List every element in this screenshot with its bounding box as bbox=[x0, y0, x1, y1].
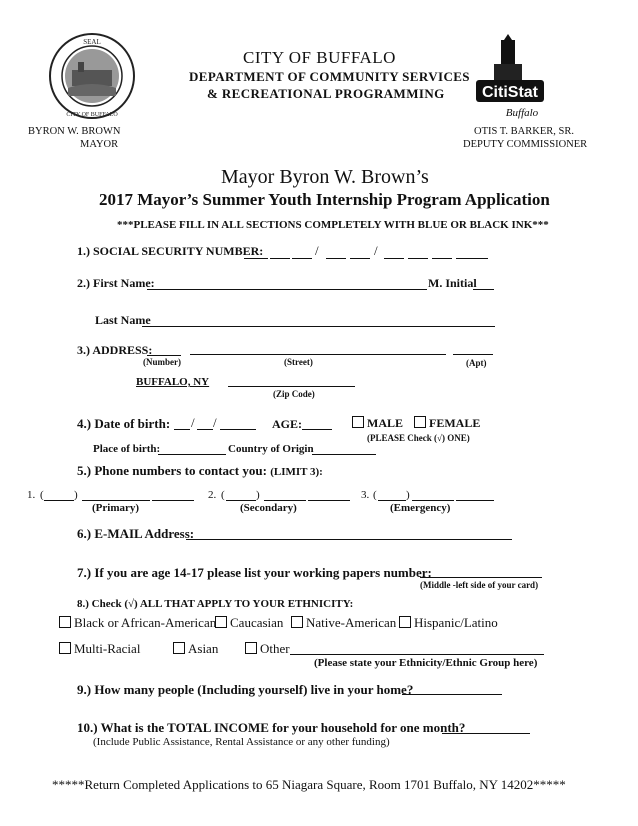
middle-initial-label: M. Initial bbox=[428, 276, 477, 290]
zip-code-field[interactable] bbox=[228, 386, 355, 387]
svg-text:CITY OF BUFFALO: CITY OF BUFFALO bbox=[66, 112, 118, 118]
dob-label: 4.) Date of birth: bbox=[77, 416, 171, 431]
ethnicity-label-caucasian: Caucasian bbox=[230, 615, 284, 630]
address-apt-caption: (Apt) bbox=[466, 358, 487, 368]
country-of-origin-label: Country of Origin bbox=[228, 443, 314, 455]
return-instructions: *****Return Completed Applications to 65 Niagara Square, Room 1701 Buffalo, NY 14202***** bbox=[52, 777, 566, 792]
household-size-label: 9.) How many people (Including yourself) live in your home? bbox=[77, 682, 414, 697]
department-line-1: DEPARTMENT OF COMMUNITY SERVICES bbox=[189, 69, 470, 84]
address-label: 3.) ADDRESS: bbox=[77, 343, 153, 357]
phone-1-area-close: ) bbox=[74, 489, 78, 501]
phone-1-area-field[interactable] bbox=[44, 500, 74, 501]
city-name: CITY OF BUFFALO bbox=[243, 48, 396, 67]
ethnicity-label-multiracial: Multi-Racial bbox=[74, 641, 141, 656]
ethnicity-checkbox-native[interactable] bbox=[291, 616, 303, 628]
country-of-origin-field[interactable] bbox=[312, 454, 376, 455]
dob-month-field[interactable] bbox=[174, 429, 190, 430]
mayor-name: BYRON W. BROWN bbox=[28, 126, 121, 137]
phone-2-area-open: ( bbox=[221, 489, 225, 501]
ssn-field-8[interactable] bbox=[432, 258, 452, 259]
phone-3-caption: (Emergency) bbox=[390, 502, 451, 514]
ssn-field-3[interactable] bbox=[292, 258, 312, 259]
city-seal-logo bbox=[48, 32, 136, 120]
ssn-field-5[interactable] bbox=[350, 258, 370, 259]
dob-slash-2: / bbox=[213, 415, 217, 430]
title-line-2: 2017 Mayor’s Summer Youth Internship Program Application bbox=[99, 190, 550, 209]
first-name-field[interactable] bbox=[147, 289, 427, 290]
svg-text:SEAL: SEAL bbox=[83, 38, 101, 46]
phone-2-line-field[interactable] bbox=[308, 500, 350, 501]
ethnicity-other-field[interactable] bbox=[290, 654, 544, 655]
ethnicity-label: 8.) Check (√) ALL THAT APPLY TO YOUR ETHNICITY: bbox=[77, 598, 354, 610]
household-size-field[interactable] bbox=[402, 694, 502, 695]
ethnicity-label-native: Native-American bbox=[306, 615, 397, 630]
ethnicity-checkbox-other[interactable] bbox=[245, 642, 257, 654]
phone-2-area-close: ) bbox=[256, 489, 260, 501]
female-option[interactable] bbox=[414, 416, 480, 431]
ethnicity-label-black: Black or African-American bbox=[74, 615, 217, 630]
ethnicity-option-caucasian[interactable] bbox=[215, 615, 283, 631]
ethnicity-option-black[interactable] bbox=[59, 615, 216, 631]
address-number-field[interactable] bbox=[147, 355, 181, 356]
title-line-1: Mayor Byron W. Brown’s bbox=[221, 166, 429, 188]
ethnicity-option-other[interactable] bbox=[245, 641, 290, 657]
email-field[interactable] bbox=[186, 539, 512, 540]
ethnicity-label-asian: Asian bbox=[188, 641, 219, 656]
male-option[interactable] bbox=[352, 416, 403, 431]
ethnicity-checkbox-black[interactable] bbox=[59, 616, 71, 628]
ssn-slash-2: / bbox=[374, 243, 378, 258]
city-state: BUFFALO, NY bbox=[136, 376, 210, 388]
ssn-field-4[interactable] bbox=[326, 258, 346, 259]
dob-slash-1: / bbox=[191, 415, 195, 430]
phone-3-area-close: ) bbox=[406, 489, 410, 501]
phone-1-line-field[interactable] bbox=[152, 500, 194, 501]
last-name-label: Last Name bbox=[95, 313, 151, 327]
ethnicity-checkbox-asian[interactable] bbox=[173, 642, 185, 654]
place-of-birth-field[interactable] bbox=[158, 454, 226, 455]
ssn-field-6[interactable] bbox=[384, 258, 404, 259]
phone-3-area-field[interactable] bbox=[378, 500, 406, 501]
citistat-logo bbox=[468, 34, 548, 124]
ethnicity-checkbox-multiracial[interactable] bbox=[59, 642, 71, 654]
income-label: 10.) What is the TOTAL INCOME for your household for one month? bbox=[77, 720, 466, 735]
male-checkbox[interactable] bbox=[352, 416, 364, 428]
logo-text: CitiStat bbox=[482, 84, 538, 101]
ssn-slash-1: / bbox=[315, 243, 319, 258]
female-label: FEMALE bbox=[429, 416, 481, 430]
working-papers-note: (Middle -left side of your card) bbox=[420, 580, 539, 590]
phone-1-prefix-field[interactable] bbox=[82, 500, 150, 501]
income-field[interactable] bbox=[442, 733, 530, 734]
gender-instruction: (PLEASE Check (√) ONE) bbox=[367, 433, 470, 443]
male-label: MALE bbox=[367, 416, 403, 430]
last-name-field[interactable] bbox=[142, 326, 495, 327]
working-papers-field[interactable] bbox=[420, 577, 542, 578]
phone-label bbox=[77, 463, 323, 479]
ethnicity-option-hispanic[interactable] bbox=[399, 615, 498, 631]
ssn-label: 1.) SOCIAL SECURITY NUMBER: bbox=[77, 244, 264, 258]
phone-3-area-open: ( bbox=[373, 489, 377, 501]
working-papers-label: 7.) If you are age 14-17 please list your working papers number: bbox=[77, 565, 432, 580]
instruction: ***PLEASE FILL IN ALL SECTIONS COMPLETELY WITH BLUE OR BLACK INK*** bbox=[117, 219, 549, 231]
ethnicity-option-multiracial[interactable] bbox=[59, 641, 140, 657]
phone-3-number: 3. bbox=[361, 489, 370, 501]
ssn-field-7[interactable] bbox=[408, 258, 428, 259]
phone-1-number: 1. bbox=[27, 489, 36, 501]
age-field[interactable] bbox=[302, 429, 332, 430]
ethnicity-option-native[interactable] bbox=[291, 615, 396, 631]
ssn-field-2[interactable] bbox=[270, 258, 290, 259]
income-note: (Include Public Assistance, Rental Assistance or any other funding) bbox=[93, 736, 390, 748]
phone-label-text: 5.) Phone numbers to contact you: bbox=[77, 463, 267, 478]
ssn-field-9[interactable] bbox=[456, 258, 488, 259]
ethnicity-checkbox-hispanic[interactable] bbox=[399, 616, 411, 628]
ssn-field-1[interactable] bbox=[244, 258, 268, 259]
ethnicity-other-note: (Please state your Ethnicity/Ethnic Group here) bbox=[314, 657, 538, 669]
age-label: AGE: bbox=[272, 417, 302, 431]
phone-2-prefix-field[interactable] bbox=[264, 500, 306, 501]
ethnicity-label-hispanic: Hispanic/Latino bbox=[414, 615, 498, 630]
address-street-field[interactable] bbox=[190, 354, 446, 355]
phone-2-caption: (Secondary) bbox=[240, 502, 297, 514]
dob-day-field[interactable] bbox=[197, 429, 213, 430]
phone-limit: (LIMIT 3): bbox=[270, 466, 323, 478]
phone-1-area-open: ( bbox=[40, 489, 44, 501]
department-line-2: & RECREATIONAL PROGRAMMING bbox=[207, 86, 445, 101]
deputy-title: DEPUTY COMMISSIONER bbox=[463, 139, 588, 150]
place-of-birth-label: Place of birth: bbox=[93, 443, 161, 455]
phone-2-area-field[interactable] bbox=[226, 500, 256, 501]
first-name-label: 2.) First Name: bbox=[77, 276, 155, 290]
mayor-title: MAYOR bbox=[80, 139, 119, 150]
phone-3-line-field[interactable] bbox=[456, 500, 494, 501]
deputy-name: OTIS T. BARKER, SR. bbox=[474, 126, 574, 137]
address-number-caption: (Number) bbox=[143, 357, 181, 367]
ethnicity-option-asian[interactable] bbox=[173, 641, 218, 657]
middle-initial-field[interactable] bbox=[473, 289, 494, 290]
zip-code-caption: (Zip Code) bbox=[273, 389, 315, 399]
email-label: 6.) E-MAIL Address: bbox=[77, 526, 195, 541]
phone-2-number: 2. bbox=[208, 489, 217, 501]
ethnicity-checkbox-caucasian[interactable] bbox=[215, 616, 227, 628]
phone-1-caption: (Primary) bbox=[92, 502, 140, 514]
ethnicity-label-other: Other bbox=[260, 641, 290, 656]
female-checkbox[interactable] bbox=[414, 416, 426, 428]
address-street-caption: (Street) bbox=[284, 357, 313, 367]
dob-year-field[interactable] bbox=[220, 429, 256, 430]
address-apt-field[interactable] bbox=[453, 354, 493, 355]
phone-3-prefix-field[interactable] bbox=[412, 500, 454, 501]
logo-subtext: Buffalo bbox=[505, 107, 539, 119]
